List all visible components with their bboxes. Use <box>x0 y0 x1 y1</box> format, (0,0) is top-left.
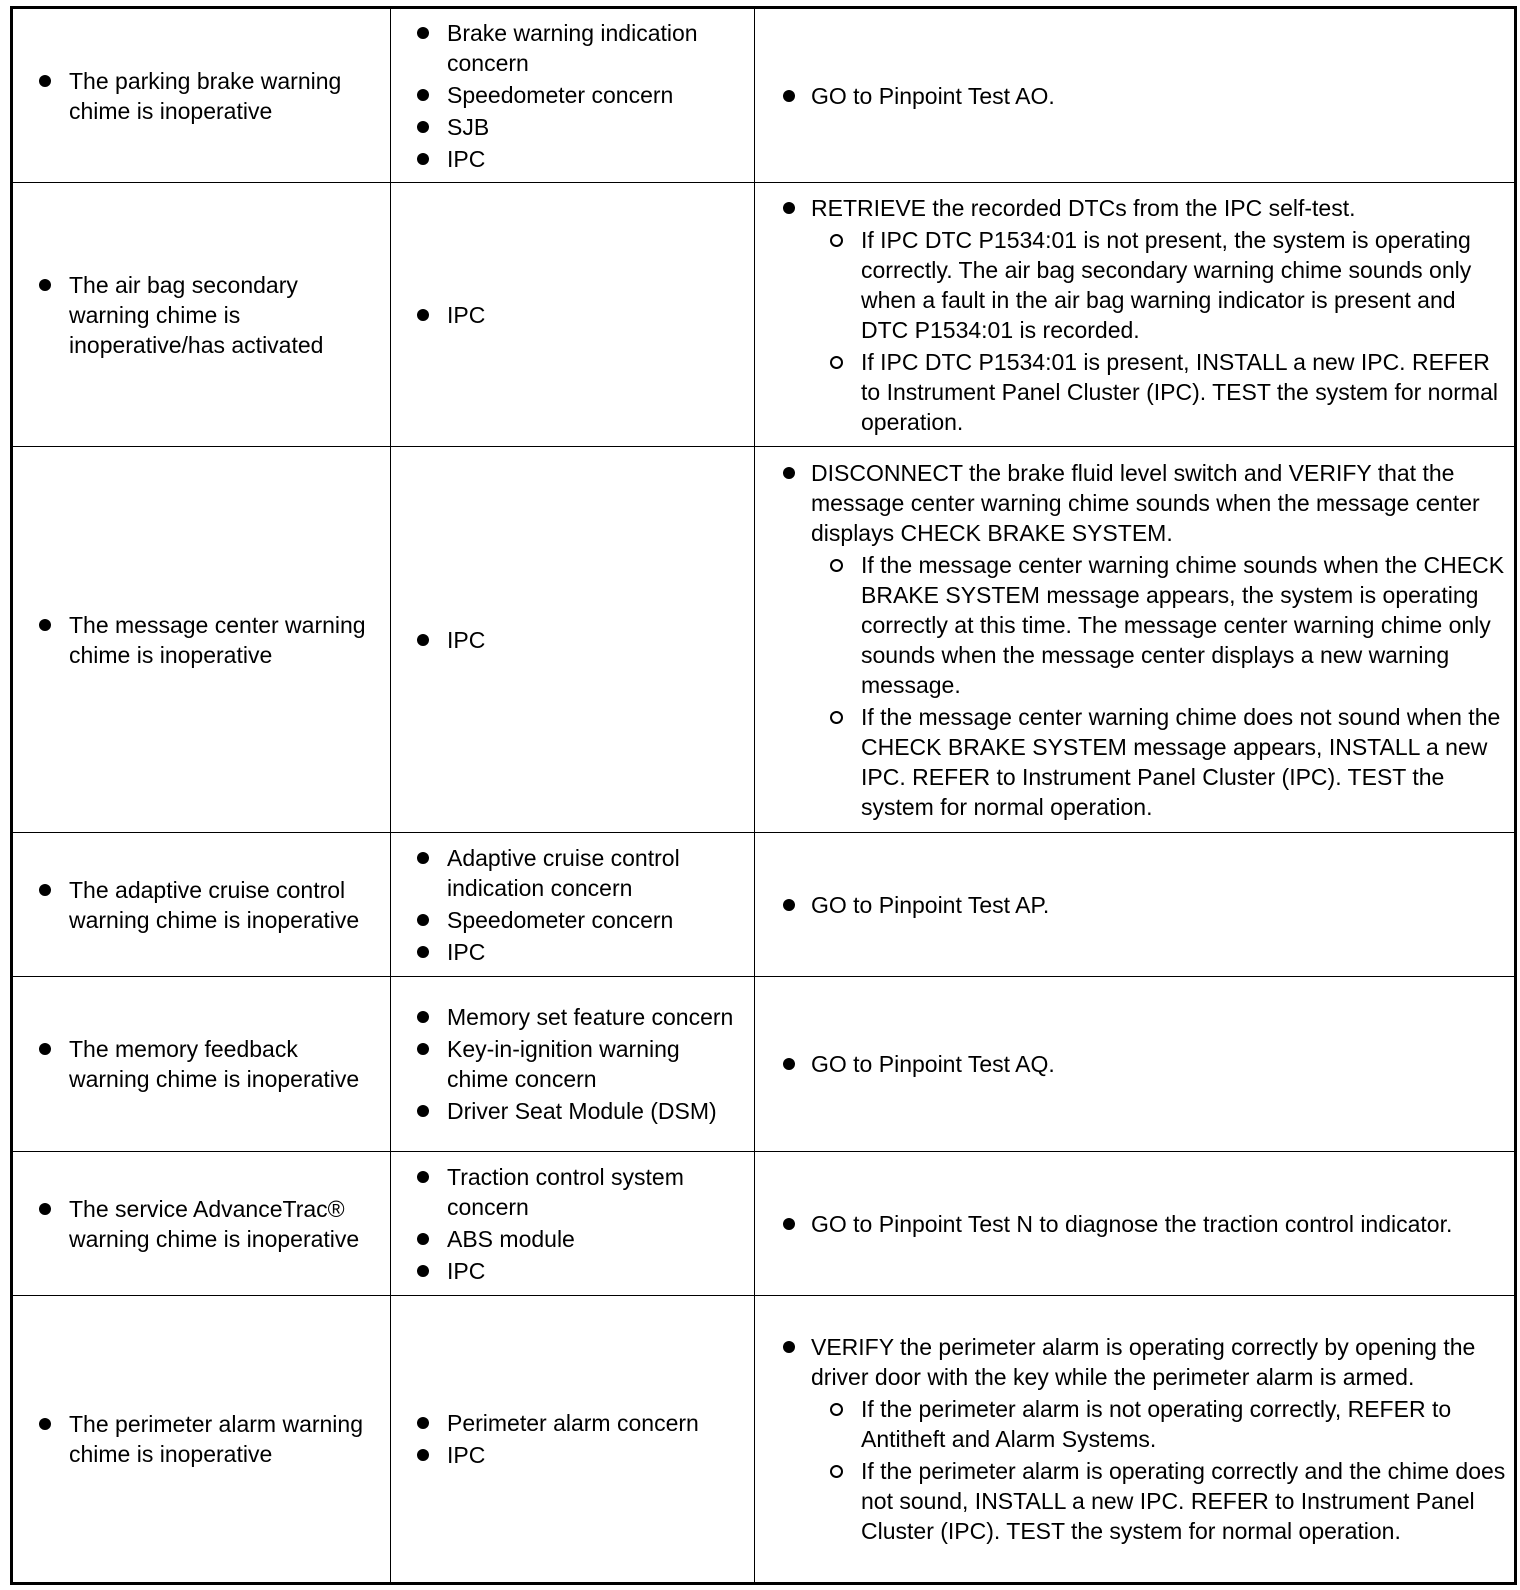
symptom-chart-table <box>10 6 1517 1585</box>
action-cell <box>755 1296 1516 1584</box>
sub-action-item: If the perimeter alarm is operating correctly and the chime does not sound, INSTALL a new IPC. REFER to Instrument Panel Cluster (IPC). TEST the system for normal operation. <box>811 1456 1506 1546</box>
condition-cell <box>12 1152 391 1296</box>
possible-sources-cell <box>391 8 755 183</box>
condition-text: The adaptive cruise control warning chime is inoperative <box>21 875 382 935</box>
source-item: IPC <box>399 1440 746 1470</box>
possible-sources-cell <box>391 447 755 833</box>
source-item: Brake warning indication concern <box>399 18 746 78</box>
source-item: Traction control system concern <box>399 1162 746 1222</box>
action-cell <box>755 833 1516 977</box>
source-item: SJB <box>399 112 746 142</box>
action-text: GO to Pinpoint Test AQ. <box>763 1049 1506 1079</box>
possible-sources-cell <box>391 1152 755 1296</box>
action-item <box>763 458 1506 822</box>
source-item: Speedometer concern <box>399 80 746 110</box>
condition-text: The air bag secondary warning chime is inoperative/has activated <box>21 270 382 360</box>
condition-cell <box>12 447 391 833</box>
possible-sources-cell <box>391 183 755 447</box>
source-item: IPC <box>399 300 746 330</box>
source-item: ABS module <box>399 1224 746 1254</box>
table-row <box>12 183 1516 447</box>
source-item: IPC <box>399 625 746 655</box>
source-item: Perimeter alarm concern <box>399 1408 746 1438</box>
action-cell <box>755 8 1516 183</box>
action-cell <box>755 447 1516 833</box>
action-item <box>763 193 1506 437</box>
condition-cell <box>12 977 391 1152</box>
action-text: DISCONNECT the brake fluid level switch and VERIFY that the message center warning chime sounds when the message center displays CHECK BRAKE SYSTEM. <box>811 459 1480 546</box>
table-row <box>12 977 1516 1152</box>
condition-cell <box>12 183 391 447</box>
action-text: RETRIEVE the recorded DTCs from the IPC self-test. <box>811 194 1356 221</box>
source-item: Key-in-ignition warning chime concern <box>399 1034 746 1094</box>
condition-cell <box>12 1296 391 1584</box>
table-row <box>12 833 1516 977</box>
condition-text: The service AdvanceTrac® warning chime is inoperative <box>21 1194 382 1254</box>
sub-action-item: If IPC DTC P1534:01 is not present, the system is operating correctly. The air bag secondary warning chime sounds only when a fault in the air bag warning indicator is present and DTC P1534:01 is recorded. <box>811 225 1506 345</box>
table-body <box>12 8 1516 1584</box>
condition-cell <box>12 833 391 977</box>
possible-sources-cell <box>391 1296 755 1584</box>
action-cell <box>755 1152 1516 1296</box>
source-item: Memory set feature concern <box>399 1002 746 1032</box>
action-text: GO to Pinpoint Test AO. <box>763 81 1506 111</box>
possible-sources-cell <box>391 833 755 977</box>
source-item: IPC <box>399 144 746 174</box>
condition-cell <box>12 8 391 183</box>
sub-action-item: If the perimeter alarm is not operating correctly, REFER to Antitheft and Alarm Systems. <box>811 1394 1506 1454</box>
source-item: Adaptive cruise control indication concern <box>399 843 746 903</box>
table-row <box>12 8 1516 183</box>
table-row <box>12 1152 1516 1296</box>
action-cell <box>755 183 1516 447</box>
condition-text: The perimeter alarm warning chime is inoperative <box>21 1409 382 1469</box>
source-item: IPC <box>399 1256 746 1286</box>
condition-text: The parking brake warning chime is inoperative <box>21 66 382 126</box>
source-item: IPC <box>399 937 746 967</box>
sub-action-item: If the message center warning chime sounds when the CHECK BRAKE SYSTEM message appears, the system is operating correctly at this time. The message center warning chime only sounds when the message center displays a new warning message. <box>811 550 1506 700</box>
action-item <box>763 1332 1506 1546</box>
action-cell <box>755 977 1516 1152</box>
condition-text: The message center warning chime is inoperative <box>21 610 382 670</box>
sub-action-item: If IPC DTC P1534:01 is present, INSTALL a new IPC. REFER to Instrument Panel Cluster (IPC). TEST the system for normal operation. <box>811 347 1506 437</box>
table-row <box>12 447 1516 833</box>
sub-action-item: If the message center warning chime does not sound when the CHECK BRAKE SYSTEM message appears, INSTALL a new IPC. REFER to Instrument Panel Cluster (IPC). TEST the system for normal operation. <box>811 702 1506 822</box>
source-item: Speedometer concern <box>399 905 746 935</box>
action-text: GO to Pinpoint Test N to diagnose the traction control indicator. <box>763 1209 1506 1239</box>
table-row <box>12 1296 1516 1584</box>
action-text: GO to Pinpoint Test AP. <box>763 890 1506 920</box>
condition-text: The memory feedback warning chime is inoperative <box>21 1034 382 1094</box>
action-text: VERIFY the perimeter alarm is operating correctly by opening the driver door with the key while the perimeter alarm is armed. <box>811 1334 1476 1390</box>
source-item: Driver Seat Module (DSM) <box>399 1096 746 1126</box>
possible-sources-cell <box>391 977 755 1152</box>
